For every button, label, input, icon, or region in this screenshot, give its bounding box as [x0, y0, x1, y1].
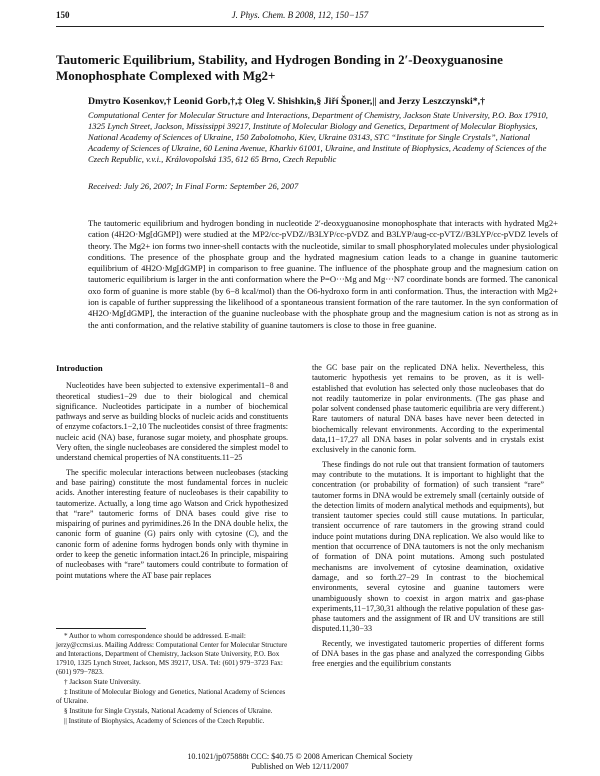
body-paragraph: Nucleotides have been subjected to extensive experimental1−8 and theoretical studies1−29 due to their biological and chemical significance. Nucleotides participate in a number of biochemical pathways and serve as building blocks of nucleic acids and constituents of enzyme cofactors.1−2,10 The nucleotides consist of three fragments: nucleic acid (NA) base, furanose sugar moiety, and phosphate groups. Very often, the single nucleobases are considered the simplest model to understand chemical properties of NA constituents.11−25 — [56, 381, 288, 463]
footnotes — [56, 632, 288, 727]
doi-copyright: 10.1021/jp075888t CCC: $40.75 © 2008 American Chemical Society — [187, 752, 413, 761]
body-paragraph: the GC base pair on the replicated DNA helix. Nevertheless, this tautomeric hypothesis yet remains to be proven, as it is well-established that evolution has selected only those nucleobases that do not readily tautomerize in polar environments. (The gas phase and polar solvent condensed phase tautomeric equilibria are very different.) Rare tautomers of natural DNA bases have never been detected in biochemically relevant environments. According to the experimental data,11−17,27 all DNA bases in polar solvents and in crystals exist exclusively in the canonic form. — [312, 363, 544, 455]
page-footer — [56, 752, 544, 772]
abstract: The tautomeric equilibrium and hydrogen bonding in nucleotide 2′-deoxyguanosine monophosphate that interacts with hydrated Mg2+ cation (4H2O·Mg[dGMP]) were studied at the MP2/cc-pVDZ//B3LYP/cc-pVDZ and B3LYP/aug-cc-pVTZ//B3LYP/cc-pVDZ levels of theory. The Mg2+ ion forms two inner-shell contacts with the nucleotide, similar to small phosphorylated molecules under physiological conditions. The presence of the phosphate group and the hydrated magnesium cation leads to a change in guanine tautomeric equilibrium of 4H2O·Mg[dGMP] in comparison to free guanine. The influence of the phosphate group and the magnesium cation on tautomeric equilibrium is larger in the anti conformation where the P=O···Mg and Mg···N7 coordinate bonds are formed. The canonical oxo form of guanine is more stable (by 6−8 kcal/mol) than the O6-hydroxo form in anti conformation. Thus, the interaction with Mg2+ ion is capable of further suppressing the likelihood of a spontaneous transient formation of the rare tautomer. In the syn conformation of 4H2O·Mg[dGMP], the interaction of the guanine nucleobase with the phosphate group and the magnesium cation is not as strong as in the anti conformation, and the relative stability of guanine tautomers is close to those in free guanine. — [88, 218, 558, 330]
received-dates: Received: July 26, 2007; In Final Form: September 26, 2007 — [88, 181, 299, 191]
affiliations: Computational Center for Molecular Structure and Interactions, Department of Chemistry, Jackson State University, P.O. Box 17910, 1325 Lynch Street, Jackson, Mississippi 39217, Institute of Molecular Biology and Genetics, Department of Molecular Biophysics, National Academy of Sciences of Ukraine, 150 Zabolotnoho, Kiev, Ukraine 03143, STC “Institute for Single Crystals”, National Academy of Sciences of Ukraine, 60 Lenina Avenue, Kharkiv 61001, Ukraine, and Institute of Biophysics, Academy of Sciences of the Czech Republic, v.v.i., Královopolská 135, 612 65 Brno, Czech Republic — [88, 110, 548, 164]
footnote-affiliation: † Jackson State University. — [64, 678, 141, 686]
footnote-rule — [56, 628, 146, 629]
running-header — [56, 10, 544, 24]
footnote-affiliation: || Institute of Biophysics, Academy of Sciences of the Czech Republic. — [64, 717, 265, 725]
body-paragraph: Recently, we investigated tautomeric properties of different forms of DNA bases in the gas phase and analyzed the corresponding Gibbs free energies and the equilibrium constants — [312, 638, 544, 669]
header-rule — [56, 26, 544, 27]
page-number: 150 — [56, 10, 70, 20]
left-column — [56, 363, 288, 585]
article-title: Tautomeric Equilibrium, Stability, and Hydrogen Bonding in 2′-Deoxyguanosine Monophosphate Complexed with Mg2+ — [56, 52, 503, 83]
journal-citation: J. Phys. Chem. B 2008, 112, 150−157 — [231, 10, 369, 20]
section-heading-introduction: Introduction — [56, 363, 103, 373]
right-column — [312, 363, 544, 674]
publication-date: Published on Web 12/11/2007 — [251, 762, 349, 771]
footnote-correspondence: * Author to whom correspondence should be addressed. E-mail: jerzy@ccmsi.us. Mailing Address: Computational Center for Molecular Structure and Interactions, Department of Chemistry, Jackson State University, P.O. Box 17910, 1325 Lynch Street, Jackson, MS 39217, USA. Tel: (601) 979−3723 Fax: (601) 979−7823. — [56, 632, 288, 676]
body-paragraph: The specific molecular interactions between nucleobases (stacking and base pairing) constitute the most fundamental forces in nucleic acids. Another interesting feature of nucleobases is their capability to tautomerize. Actually, a long time ago Watson and Crick hypothesized that “rare” tautomeric forms of DNA bases could give rise to mispairing of purines and pyrimidines.26 In the DNA double helix, the canonic form of guanine (G) pairs only with cytosine (C), and the canonic form of adenine forms hydrogen bonds only with thymine in order to keep the genetic information intact.26 In principle, mispairing of nucleobases with “rare” tautomers could contribute to formation of point mutations where the AT base pair replaces — [56, 467, 288, 580]
footnote-affiliation: ‡ Institute of Molecular Biology and Genetics, National Academy of Sciences of Ukraine. — [56, 688, 286, 705]
body-paragraph: These findings do not rule out that transient formation of tautomers may contribute to the mutations. It is important to highlight that the concentration (or probability of formation) of such transient “rare” tautomer forms in DNA would be extremely small (certainly outside of the detection limits of modern analytical methods and equipments), but transient tautomer species could still cause mutations. In particular, transient occurrence of rare tautomers in the growing strand could induce point mutations during DNA replication. We also would like to mention that occurrence of DNA tautomers is not the only mechanism of formation of DNA point mutations. Among such postulated mechanisms are involvement of cytosine deamination, oxidative damage, and so forth.27−29 In contrast to the biochemical environments, several cytosine and guanine tautomers were unambiguously shown to coexist in argon matrix and gas-phase experiments,11−17,30,31 although the relative population of these gas-phase tautomers and the assignment of IR and UV transitions are still disputed.11,30−33 — [312, 459, 544, 634]
footnote-affiliation: § Institute for Single Crystals, National Academy of Sciences of Ukraine. — [64, 707, 273, 715]
author-list: Dmytro Kosenkov,† Leonid Gorb,†,‡ Oleg V. Shishkin,§ Jiří Šponer,|| and Jerzy Leszczynski*,† — [88, 96, 485, 107]
